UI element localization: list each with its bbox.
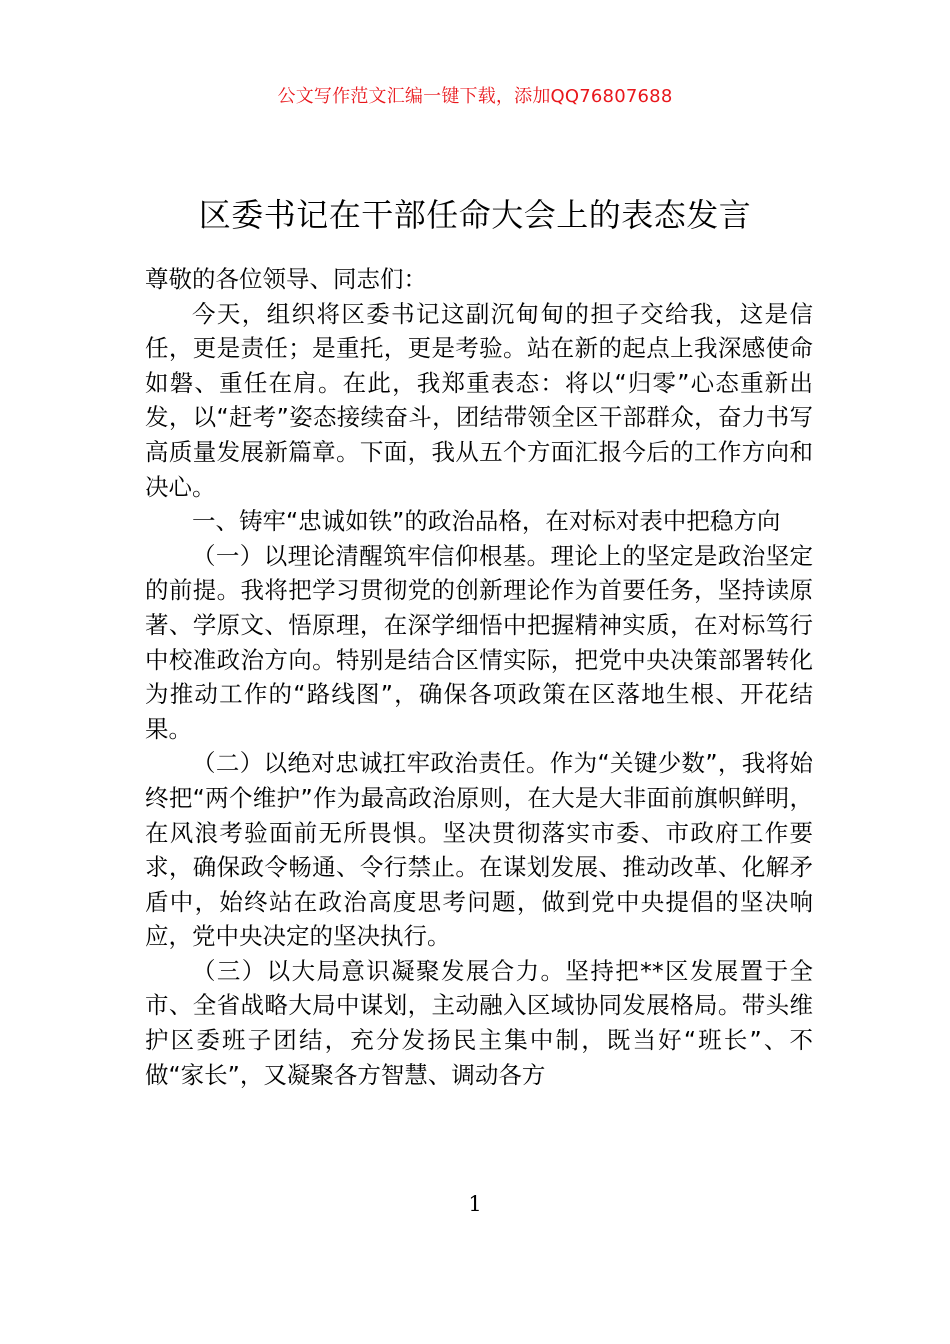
download-banner: 公文写作范文汇编一键下载，添加QQ76807688	[277, 86, 673, 107]
section-heading-1: 一、铸牢“忠诚如铁”的政治品格，在对标对表中把稳方向	[192, 507, 781, 536]
paragraph-1-2: （二）以绝对忠诚扛牢政治责任。作为“关键少数”，我将始终把“两个维护”作为最高政治原则，在大是大非面前旗帜鲜明，在风浪考验面前无所畏惧。坚决贯彻落实市委、市政府工作要求，确保政令畅通、令行禁止。在谋划发展、推动改革、化解矛盾中，始终站在政治高度思考问题，做到党中央提倡的坚决响应，党中央决定的坚决执行。	[145, 749, 813, 951]
paragraph-1-1: （一）以理论清醒筑牢信仰根基。理论上的坚定是政治坚定的前提。我将把学习贯彻党的创新理论作为首要任务，坚持读原著、学原文、悟原理，在深学细悟中把握精神实质，在对标笃行中校准政治方向。特别是结合区情实际，把党中央决策部署转化为推动工作的“路线图”，确保各项政策在区落地生根、开花结果。	[145, 541, 813, 743]
paragraph-1-3: （三）以大局意识凝聚发展合力。坚持把**区发展置于全市、全省战略大局中谋划，主动融入区域协同发展格局。带头维护区委班子团结，充分发扬民主集中制，既当好“班长”、不做“家长”，又凝聚各方智慧、调动各方	[145, 956, 813, 1089]
page-number: 1	[468, 1192, 482, 1216]
document-body	[145, 262, 813, 1092]
paragraph-intro: 今天，组织将区委书记这副沉甸甸的担子交给我，这是信任，更是责任；是重托，更是考验。站在新的起点上我深感使命如磐、重任在肩。在此，我郑重表态：将以“归零”心态重新出发，以“赶考”姿态接续奋斗，团结带领全区干部群众，奋力书写高质量发展新篇章。下面，我从五个方面汇报今后的工作方向和决心。	[145, 299, 813, 501]
salutation: 尊敬的各位领导、同志们：	[145, 265, 427, 293]
document-title: 区委书记在干部任命大会上的表态发言	[198, 196, 752, 235]
